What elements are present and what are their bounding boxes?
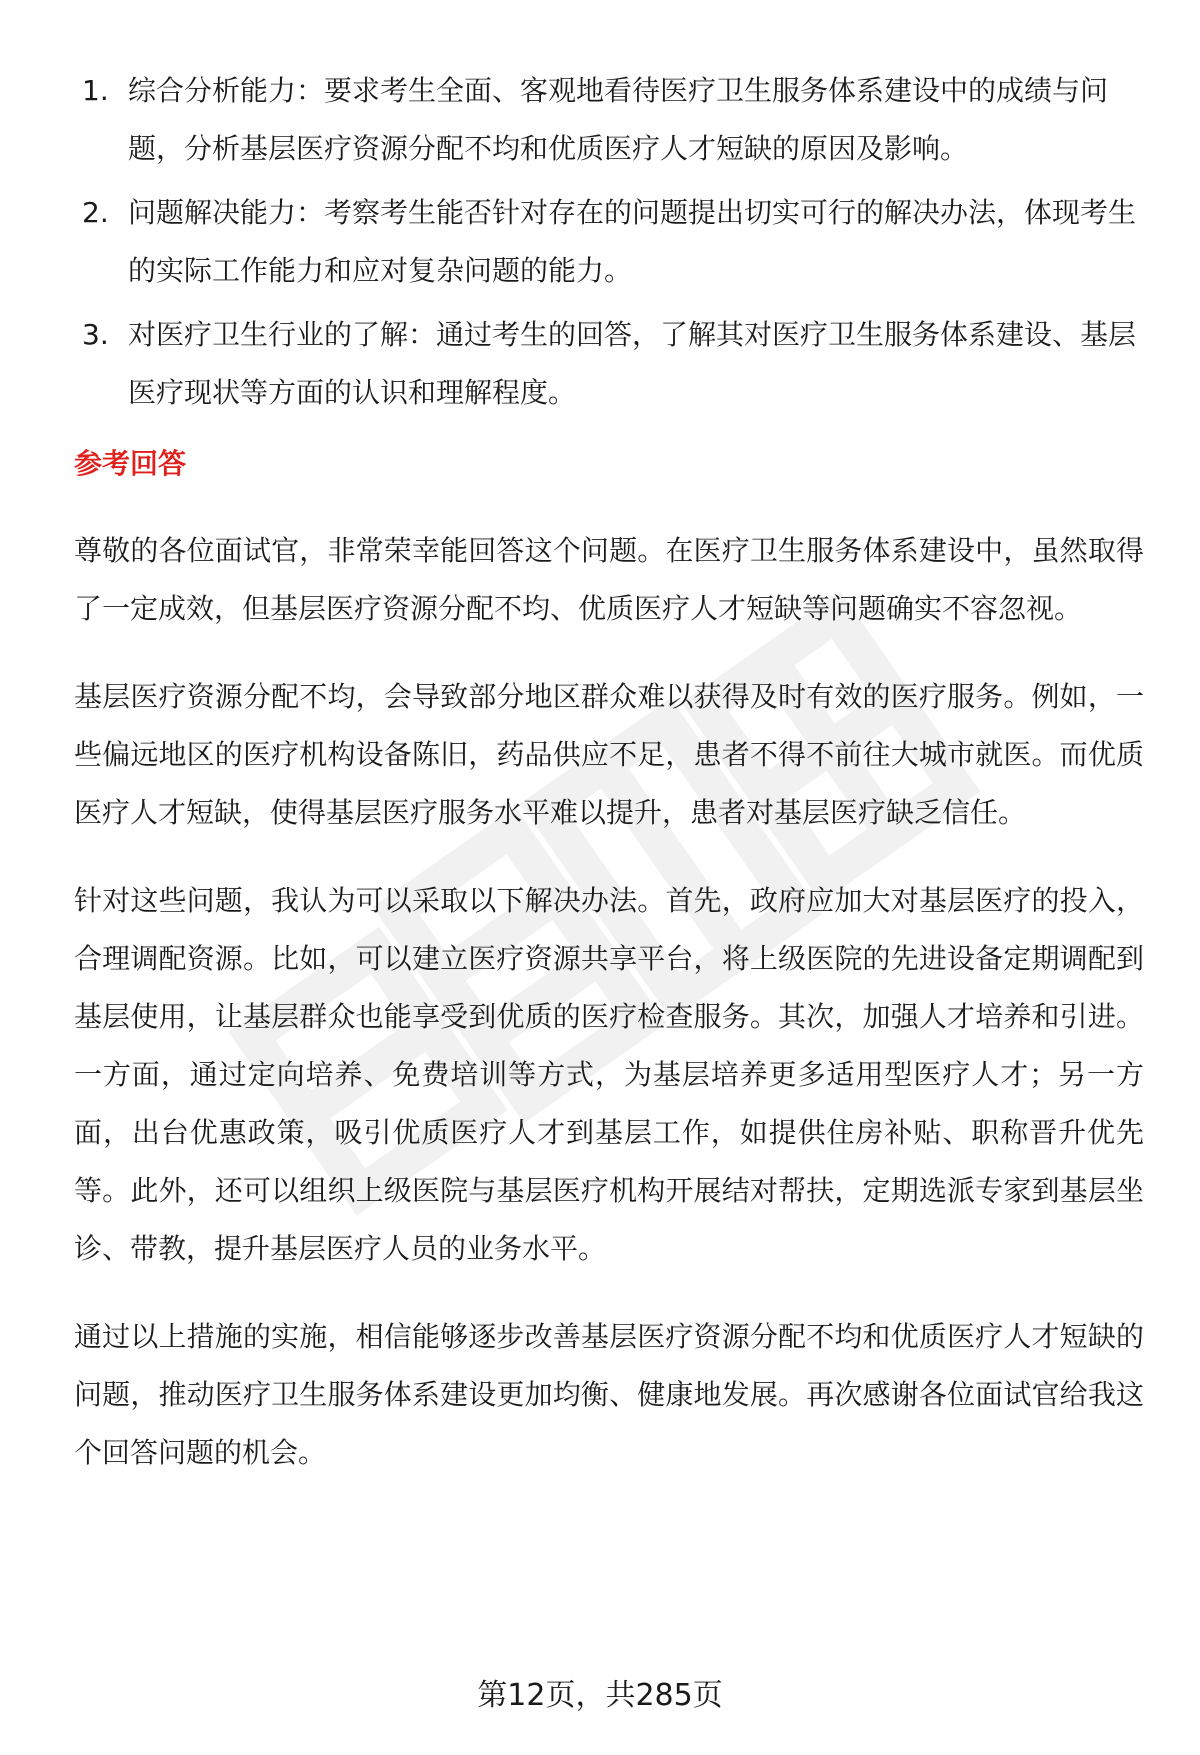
list-item <box>82 306 1142 422</box>
evaluation-points-list <box>82 62 1142 428</box>
page-number: 第12页，共285页 <box>477 1678 723 1713</box>
list-item <box>82 62 1142 178</box>
answer-paragraph: 基层医疗资源分配不均，会导致部分地区群众难以获得及时有效的医疗服务。例如，一些偏远地区的医疗机构设备陈旧，药品供应不足，患者不得不前往大城市就医。而优质医疗人才短缺，使得基层医疗服务水平难以提升，患者对基层医疗缺乏信任。 <box>74 680 1144 829</box>
reference-answer-heading: 参考回答 <box>74 447 187 480</box>
list-number: 3. <box>82 318 109 351</box>
list-item <box>82 184 1142 300</box>
answer-paragraph: 针对这些问题，我认为可以采取以下解决办法。首先，政府应加大对基层医疗的投入，合理调配资源。比如，可以建立医疗资源共享平台，将上级医院的先进设备定期调配到基层使用，让基层群众也能享受到优质的医疗检查服务。其次，加强人才培养和引进。一方面，通过定向培养、免费培训等方式，为基层培养更多适用型医疗人才；另一方面，出台优惠政策，吸引优质医疗人才到基层工作，如提供住房补贴、职称晋升优先等。此外，还可以组织上级医院与基层医疗机构开展结对帮扶，定期选派专家到基层坐诊、带教，提升基层医疗人员的业务水平。 <box>74 884 1144 1265</box>
reference-answer-body <box>74 522 1144 1512</box>
list-number: 1. <box>82 74 109 107</box>
list-number: 2. <box>82 196 109 229</box>
list-text: 问题解决能力：考察考生能否针对存在的问题提出切实可行的解决办法，体现考生的实际工作能力和应对复杂问题的能力。 <box>128 196 1137 287</box>
list-text: 对医疗卫生行业的了解：通过考生的回答，了解其对医疗卫生服务体系建设、基层医疗现状等方面的认识和理解程度。 <box>128 318 1137 409</box>
answer-paragraph: 尊敬的各位面试官，非常荣幸能回答这个问题。在医疗卫生服务体系建设中，虽然取得了一定成效，但基层医疗资源分配不均、优质医疗人才短缺等问题确实不容忽视。 <box>74 534 1144 625</box>
answer-paragraph: 通过以上措施的实施，相信能够逐步改善基层医疗资源分配不均和优质医疗人才短缺的问题，推动医疗卫生服务体系建设更加均衡、健康地发展。再次感谢各位面试官给我这个回答问题的机会。 <box>74 1320 1144 1469</box>
list-text: 综合分析能力：要求考生全面、客观地看待医疗卫生服务体系建设中的成绩与问题，分析基层医疗资源分配不均和优质医疗人才短缺的原因及影响。 <box>128 74 1109 165</box>
